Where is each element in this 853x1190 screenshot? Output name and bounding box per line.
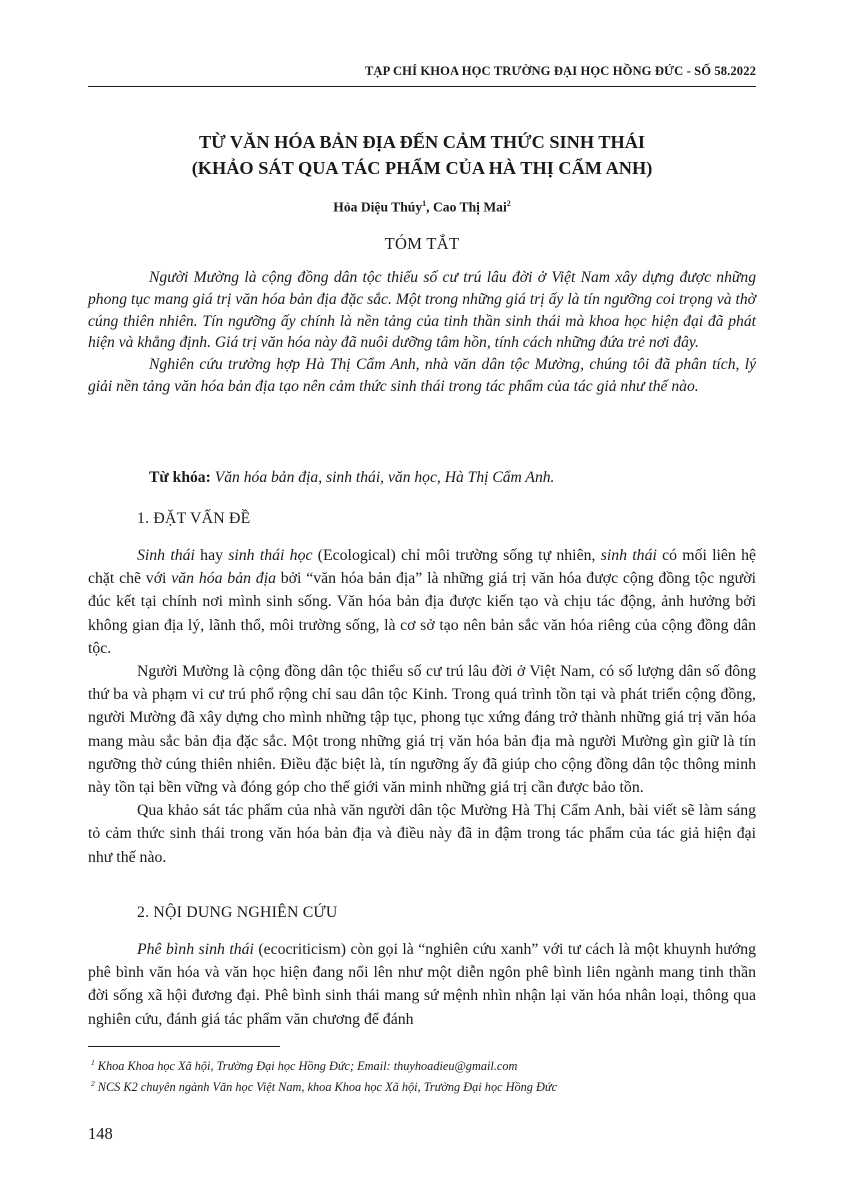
footnote-mark: 1 <box>91 1058 95 1067</box>
article-title-line-2: (KHẢO SÁT QUA TÁC PHẨM CỦA HÀ THỊ CẨM ANH) <box>191 158 653 178</box>
article-title-line-1: TỪ VĂN HÓA BẢN ĐỊA ĐẾN CẢM THỨC SINH THÁI <box>198 132 646 152</box>
author-affiliation-mark: 2 <box>506 199 511 208</box>
footnote-1 <box>91 1058 517 1074</box>
author-name: Cao Thị Mai <box>432 199 507 215</box>
body-paragraph: Người Mường là cộng đồng dân tộc thiểu số cư trú lâu đời ở Việt Nam, có số lượng dân số đông thứ ba và phạm vi cư trú phổ rộng chỉ sau dân tộc Kinh. Trong quá trình tồn tại và phát triển cộng đồng, người Mường đã xây dựng cho mình những tập tục, phong tục xứng đáng trở thành những giá trị văn hóa mang màu sắc bản địa đặc sắc. Một trong những giá trị văn hóa bản địa mà người Mường gìn giữ là tín ngưỡng thờ cúng thiên nhiên. Điều đặc biệt là, tín ngưỡng ấy đã giúp cho cộng đồng dân tộc thông minh này tồn tại bền vững và đóng góp cho thế giới văn minh những giá trị cần được bảo tồn. <box>88 663 756 797</box>
body-text: bởi “văn hóa bản địa” là những giá trị văn hóa được cộng đồng tộc người đúc kết tại chính nơi mình sinh sống. Văn hóa bản địa được kiến tạo và chịu tác động, ảnh hưởng bởi không gian địa lý, lãnh thổ, môi trường sống, là cơ sở tạo nên bản sắc văn hóa riêng của cộng đồng dân tộc. <box>88 570 756 657</box>
abstract <box>88 267 756 398</box>
header-rule <box>88 86 756 87</box>
footnote-text: NCS K2 chuyên ngành Văn học Việt Nam, khoa Khoa học Xã hội, Trường Đại học Hồng Đức <box>97 1080 558 1095</box>
italic-term: sinh thái <box>600 547 657 564</box>
footnote-mark: 2 <box>91 1079 95 1088</box>
footnote-2 <box>91 1079 557 1095</box>
italic-term: sinh thái học <box>228 547 313 564</box>
abstract-paragraph: Nghiên cứu trường hợp Hà Thị Cẩm Anh, nhà văn dân tộc Mường, chúng tôi đã phân tích, lý giải nền tảng văn hóa bản địa tạo nên cảm thức sinh thái trong tác phẩm của tác giả như thế nào. <box>88 356 756 395</box>
keywords-value: Văn hóa bản địa, sinh thái, văn học, Hà Thị Cẩm Anh. <box>214 469 555 486</box>
author-affiliation-mark: 1 <box>422 199 427 208</box>
body-text: (ecocriticism) còn gọi là “nghiên cứu xanh” với tư cách là một khuynh hướng phê bình văn hóa và văn học hiện đang nổi lên như một diễn ngôn phê bình liên ngành mang tinh thần đời sống xã hội đương đại. Phê bình sinh thái mang sứ mệnh nhìn nhận lại văn hóa nhân loại, thông qua nghiên cứu, đánh giá tác phẩm văn chương để đánh <box>88 941 756 1028</box>
body-paragraph <box>88 544 756 660</box>
italic-term: Sinh thái <box>137 547 195 564</box>
page-number: 148 <box>88 1124 113 1143</box>
italic-term: văn hóa bản địa <box>171 570 276 588</box>
footnote-rule <box>88 1046 280 1047</box>
author-separator: , <box>426 199 433 215</box>
body-paragraph: Qua khảo sát tác phẩm của nhà văn người dân tộc Mường Hà Thị Cẩm Anh, bài viết sẽ làm sáng tỏ cảm thức sinh thái trong văn hóa bản địa và điều này đã in đậm trong tác phẩm của tác giả hiện đại như thế nào. <box>88 802 756 866</box>
author-name: Hỏa Diệu Thúy <box>333 199 423 215</box>
section-heading-1: 1. ĐẶT VẤN ĐỀ <box>137 510 251 527</box>
body-paragraph <box>88 938 756 1031</box>
section-1-body <box>88 544 756 869</box>
italic-term: Phê bình sinh thái <box>137 941 254 958</box>
body-text: (Ecological) chỉ môi trường sống tự nhiên, <box>312 547 601 564</box>
section-heading-2: 2. NỘI DUNG NGHIÊN CỨU <box>137 904 338 921</box>
footnote-text: Khoa Khoa học Xã hội, Trường Đại học Hồng Đức; Email: thuyhoadieu@gmail.com <box>97 1059 518 1074</box>
section-2-body <box>88 938 756 1031</box>
keywords-label: Từ khóa: <box>149 469 211 486</box>
author-list <box>88 199 756 216</box>
running-head: TẠP CHÍ KHOA HỌC TRƯỜNG ĐẠI HỌC HỒNG ĐỨC - SỐ 58.2022 <box>364 64 756 78</box>
body-text: có mối liên hệ chặt chẽ với <box>88 547 756 588</box>
keywords <box>88 467 756 489</box>
body-text: hay <box>194 547 229 564</box>
abstract-paragraph: Người Mường là cộng đồng dân tộc thiểu số cư trú lâu đời ở Việt Nam xây dựng được những phong tục mang giá trị văn hóa bản địa đặc sắc. Một trong những giá trị ấy là tín ngưỡng coi trọng và thờ cúng thiên nhiên. Tín ngưỡng ấy chính là nền tảng của tinh thần sinh thái mà khoa học hiện đại đã phát hiện và khẳng định. Giá trị văn hóa này đã nuôi dưỡng tâm hồn, tính cách những đứa trẻ nơi đây. <box>88 269 756 352</box>
abstract-heading: TÓM TẮT <box>384 234 460 253</box>
